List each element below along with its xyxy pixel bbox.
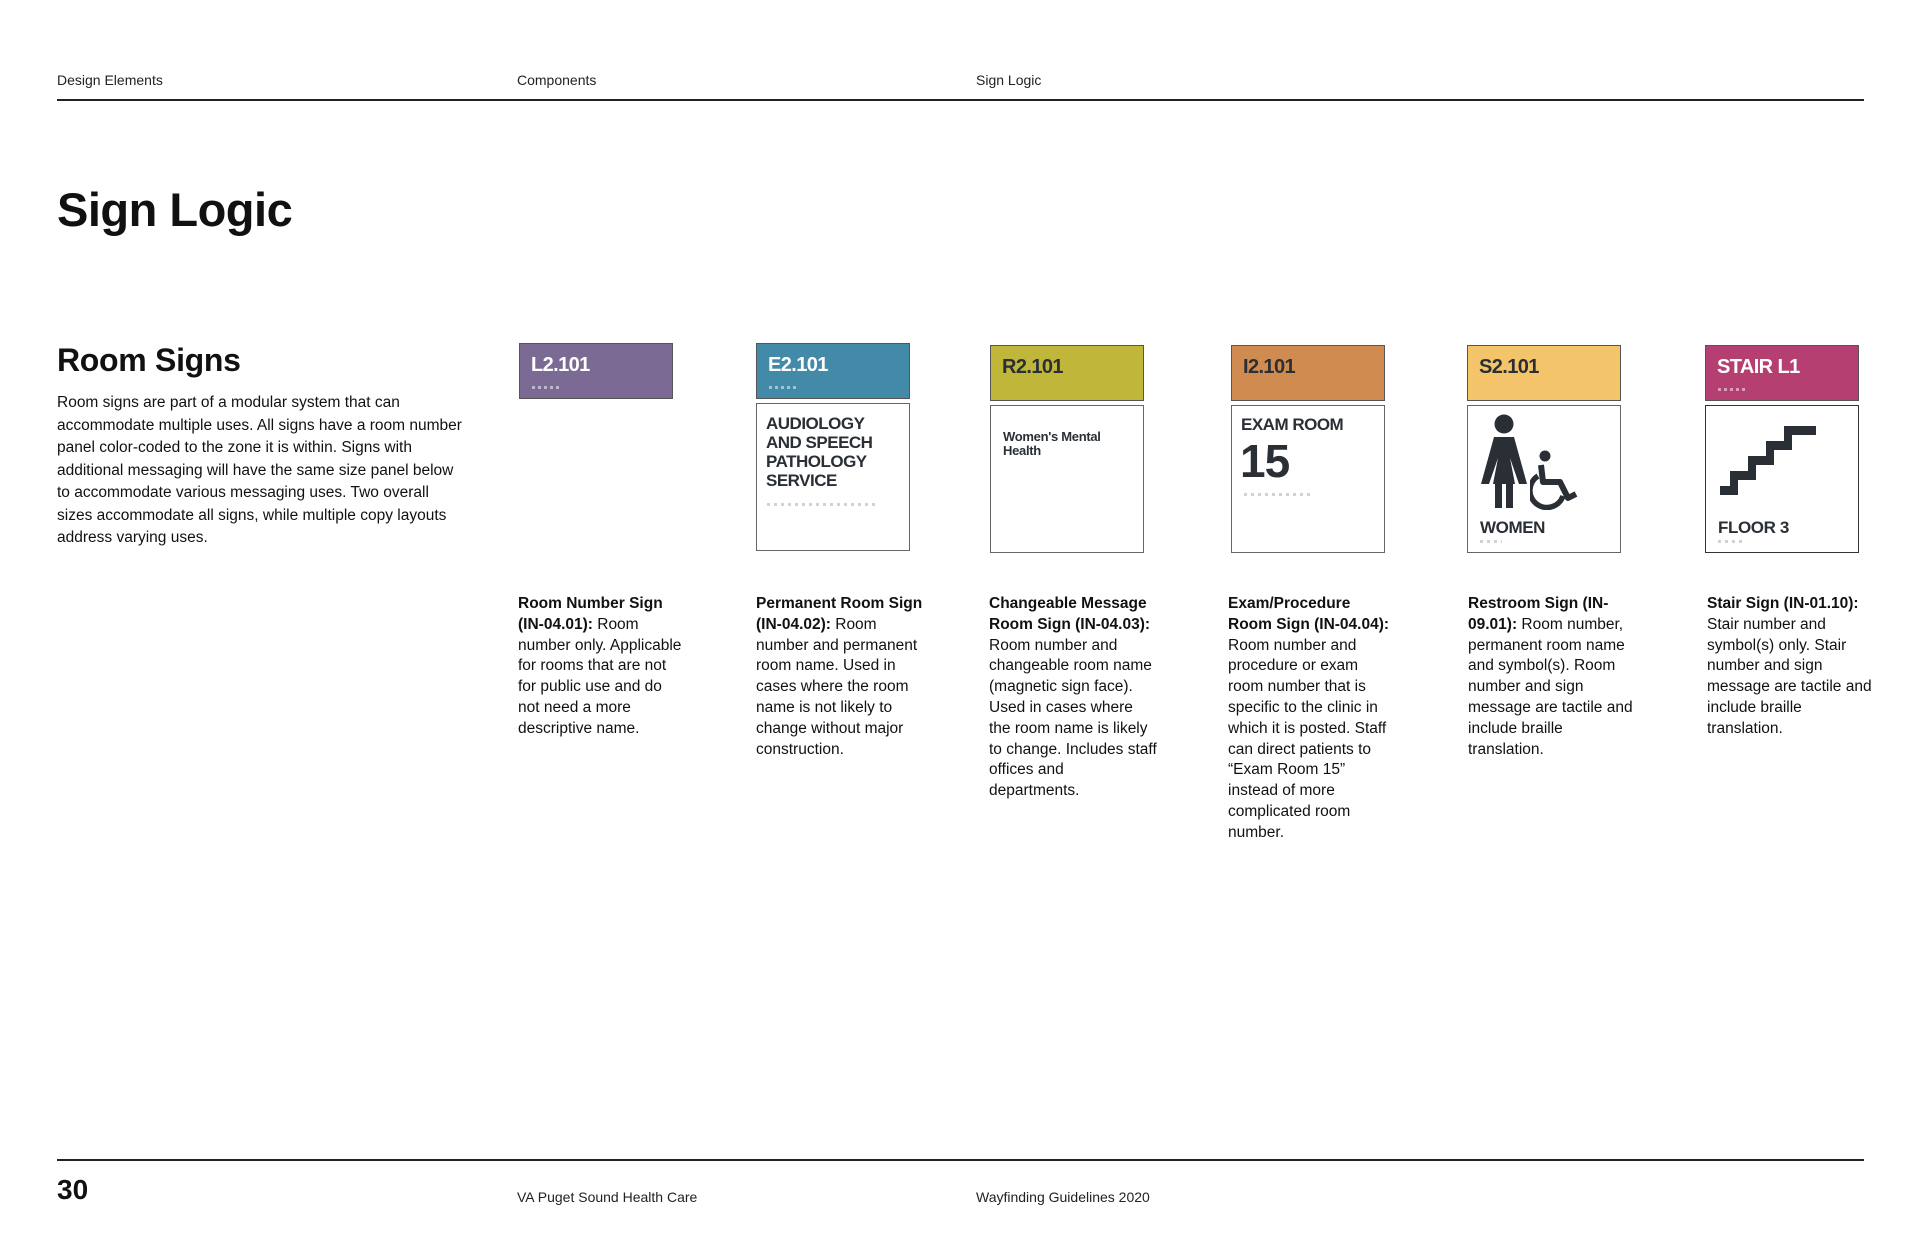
room-number-panel <box>1467 345 1621 401</box>
room-number-sign <box>519 343 673 399</box>
exam-room-sign <box>1231 345 1385 553</box>
description-title: Changeable Message Room Sign (IN-04.03): <box>989 595 1151 633</box>
braille-dots <box>1718 540 1742 543</box>
braille-dots <box>1718 388 1748 391</box>
description-restroom-sign <box>1468 594 1636 760</box>
room-name: WOMEN <box>1480 518 1546 537</box>
room-number: S2.101 <box>1479 356 1539 378</box>
changeable-message-sign <box>990 345 1144 553</box>
braille-dots <box>532 386 562 389</box>
description-permanent-room-sign <box>756 594 924 760</box>
room-number-panel <box>756 343 910 399</box>
exam-room-number: 15 <box>1240 435 1290 487</box>
braille-dots <box>769 386 799 389</box>
description-room-number-sign <box>518 594 686 740</box>
permanent-room-sign <box>756 343 910 551</box>
room-number-panel <box>1231 345 1385 401</box>
page-number: 30 <box>57 1174 89 1205</box>
description-text: Room number, permanent room name and symbol(s). Room number and sign message are tactile and include braille translation. <box>1468 615 1633 758</box>
description-title: Restroom Sign (IN-09.01): <box>1468 595 1609 633</box>
header-rule <box>57 99 1864 101</box>
message-panel <box>1231 405 1385 553</box>
description-changeable-message-sign <box>989 594 1157 802</box>
room-number-panel <box>519 343 673 399</box>
header-components: Components <box>517 72 597 88</box>
room-number: L2.101 <box>531 354 590 376</box>
footer-rule <box>57 1159 1864 1161</box>
room-number: STAIR L1 <box>1717 356 1800 378</box>
room-number-panel <box>990 345 1144 401</box>
message-panel <box>756 403 910 551</box>
braille-dots <box>1480 540 1502 543</box>
footer-doc-title: Wayfinding Guidelines 2020 <box>976 1189 1150 1205</box>
description-title: Room Number Sign (IN-04.01): <box>518 595 663 633</box>
description-exam-room-sign <box>1228 594 1396 844</box>
floor-label: FLOOR 3 <box>1718 518 1789 537</box>
stair-sign <box>1705 345 1859 553</box>
description-title: Exam/Procedure Room Sign (IN-04.04): <box>1228 595 1390 633</box>
description-title: Permanent Room Sign (IN-04.02): <box>756 595 923 633</box>
description-text: Room number and permanent room name. Used in cases where the room name is not likely to change without major construction. <box>756 615 918 758</box>
room-number: I2.101 <box>1243 356 1296 378</box>
footer-org: VA Puget Sound Health Care <box>517 1189 698 1205</box>
room-name: Women's Mental Health <box>1003 429 1101 458</box>
section-heading: Room Signs <box>57 342 241 378</box>
braille-dots <box>767 503 877 506</box>
description-text: Room number only. Applicable for rooms that are not for public use and do not need a more descriptive name. <box>518 615 682 737</box>
header-design-elements: Design Elements <box>57 72 163 88</box>
section-intro: Room signs are part of a modular system that can accommodate multiple uses. All signs have a room number panel color-coded to the zone it is within. Signs with additional messaging will have the same size panel below to accommodate various messaging uses. Two overall sizes accommodate all signs, while multiple copy layouts address varying uses. <box>57 394 462 546</box>
description-text: Stair number and symbol(s) only. Stair number and sign message are tactile and include braille translation. <box>1707 615 1872 737</box>
description-text: Room number and changeable room name (magnetic sign face). Used in cases where the room name is likely to change. Includes staff offices and departments. <box>989 636 1157 800</box>
message-panel <box>1467 405 1621 553</box>
stairs-icon <box>1720 425 1818 503</box>
message-panel <box>990 405 1144 553</box>
braille-dots <box>1244 493 1314 496</box>
room-number: R2.101 <box>1002 356 1063 378</box>
header-sign-logic: Sign Logic <box>976 72 1042 88</box>
room-name: AUDIOLOGY AND SPEECH PATHOLOGY SERVICE <box>766 414 873 490</box>
page-title: Sign Logic <box>57 183 293 236</box>
woman-icon <box>1480 414 1528 509</box>
exam-room-label: EXAM ROOM <box>1241 415 1344 434</box>
room-number: E2.101 <box>768 354 828 376</box>
wheelchair-icon <box>1530 450 1582 510</box>
message-panel <box>1705 405 1859 553</box>
restroom-sign <box>1467 345 1621 553</box>
room-number-panel <box>1705 345 1859 401</box>
description-stair-sign <box>1707 594 1875 740</box>
description-title: Stair Sign (IN-01.10): <box>1707 595 1859 612</box>
description-text: Room number and procedure or exam room number that is specific to the clinic in which it is posted. Staff can direct patients to “Exam Room 15” instead of more complicated room number. <box>1228 636 1387 841</box>
